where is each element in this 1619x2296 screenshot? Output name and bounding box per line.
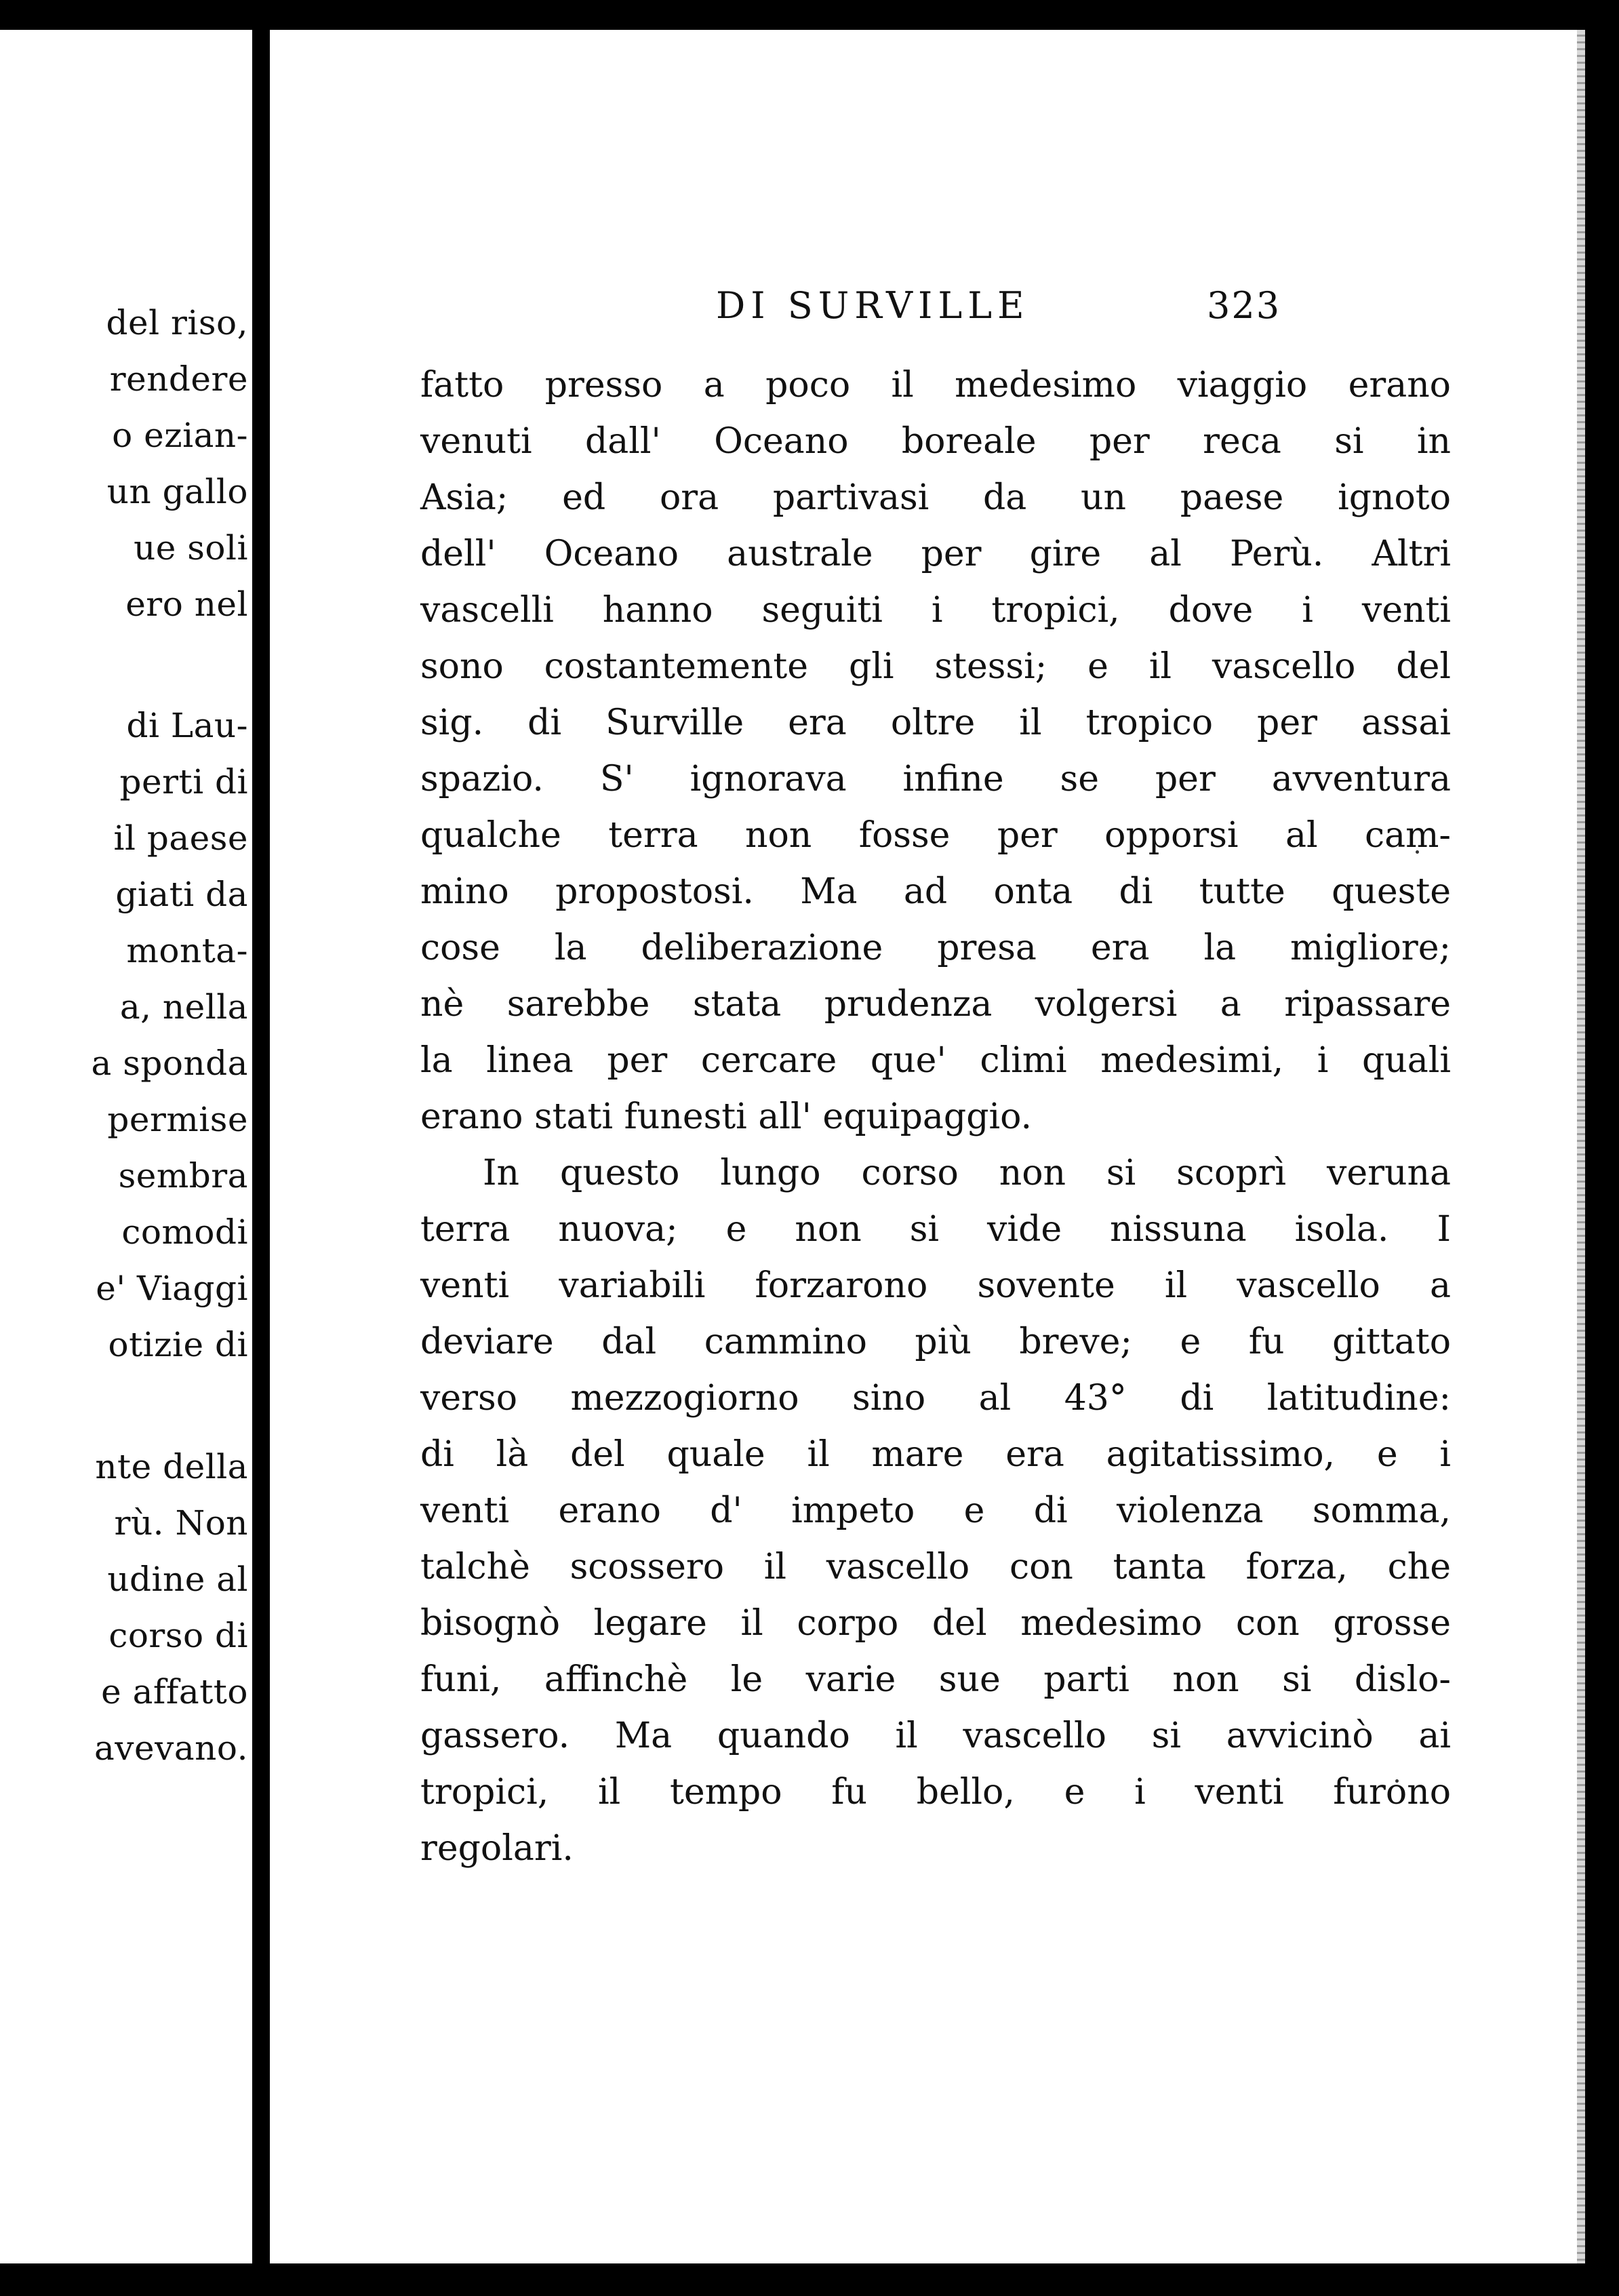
body-line: Asia; ed ora partivasi da un paese ignoto bbox=[420, 477, 1451, 518]
left-page-line: giati da bbox=[115, 875, 248, 914]
left-page-line: di Lau- bbox=[126, 706, 248, 745]
page-edge bbox=[1577, 30, 1585, 2263]
body-line: verso mezzogiorno sino al 43° di latitudine: bbox=[420, 1378, 1451, 1419]
body-line: erano stati funesti all' equipaggio. bbox=[420, 1096, 1033, 1137]
body-line: sig. di Surville era oltre il tropico per assai bbox=[420, 702, 1451, 743]
right-page bbox=[270, 30, 1577, 2263]
page-number: 323 bbox=[1207, 284, 1281, 327]
body-line: In questo lungo corso non si scoprì veruna bbox=[483, 1153, 1451, 1193]
body-line: funi, affinchè le varie sue parti non si dislo- bbox=[420, 1659, 1451, 1700]
body-line: vascelli hanno seguiti i tropici, dove i venti bbox=[420, 590, 1451, 631]
body-line: terra nuova; e non si vide nissuna isola. I bbox=[420, 1209, 1451, 1250]
body-line: bisognò legare il corpo del medesimo con grosse bbox=[420, 1603, 1451, 1644]
body-line: cose la deliberazione presa era la migliore; bbox=[420, 928, 1451, 968]
left-page-line: comodi bbox=[121, 1212, 248, 1252]
left-page-line: e' Viaggi bbox=[96, 1269, 248, 1308]
left-page-line: perti di bbox=[119, 762, 248, 801]
left-page-line: o ezian- bbox=[112, 416, 248, 455]
left-page-line: rù. Non bbox=[114, 1503, 248, 1543]
left-page-fragment bbox=[0, 30, 252, 2263]
body-line: deviare dal cammino più breve; e fu gittato bbox=[420, 1322, 1451, 1362]
body-line: tropici, il tempo fu bello, e i venti furono bbox=[420, 1772, 1451, 1813]
body-line: venti erano d' impeto e di violenza somma, bbox=[420, 1490, 1451, 1531]
body-line: talchè scossero il vascello con tanta forza, che bbox=[420, 1547, 1451, 1587]
left-page-line: ue soli bbox=[134, 528, 248, 568]
left-page-line: corso di bbox=[108, 1616, 248, 1655]
left-page-line: un gallo bbox=[106, 472, 248, 511]
left-page-line: otizie di bbox=[108, 1325, 248, 1364]
left-page-line: udine al bbox=[107, 1560, 248, 1599]
left-page-line: del riso, bbox=[106, 303, 248, 342]
body-line: gassero. Ma quando il vascello si avvicinò ai bbox=[420, 1716, 1451, 1756]
left-page-line: sembra bbox=[118, 1156, 248, 1195]
body-line: fatto presso a poco il medesimo viaggio erano bbox=[420, 365, 1451, 405]
left-page-line: ero nel bbox=[125, 585, 248, 624]
left-page-line: monta- bbox=[126, 931, 248, 970]
running-head: DI SURVILLE bbox=[716, 284, 1030, 327]
left-page-line: nte della bbox=[95, 1447, 248, 1486]
body-line: nè sarebbe stata prudenza volgersi a ripassare bbox=[420, 984, 1451, 1025]
body-line: sono costantemente gli stessi; e il vascello del bbox=[420, 646, 1451, 687]
left-page-line: permise bbox=[107, 1100, 248, 1139]
body-line: mino propostosi. Ma ad onta di tutte queste bbox=[420, 871, 1451, 912]
page-gutter bbox=[252, 0, 270, 2296]
body-line: venuti dall' Oceano boreale per reca si in bbox=[420, 421, 1451, 462]
left-page-line: a sponda bbox=[91, 1044, 248, 1083]
body-line: qualche terra non fosse per opporsi al cam- bbox=[420, 815, 1451, 856]
body-line: di là del quale il mare era agitatissimo, e i bbox=[420, 1434, 1451, 1475]
body-line: venti variabili forzarono sovente il vascello a bbox=[420, 1265, 1451, 1306]
left-page-line: il paese bbox=[113, 818, 248, 858]
scan-border bbox=[1585, 0, 1619, 2296]
left-page-line: a, nella bbox=[119, 987, 248, 1027]
left-page-line: e affatto bbox=[101, 1672, 248, 1711]
body-line: la linea per cercare que' climi medesimi, i quali bbox=[420, 1040, 1451, 1081]
body-line: regolari. bbox=[420, 1828, 574, 1869]
left-page-line: avevano. bbox=[94, 1728, 248, 1768]
body-line: spazio. S' ignorava infine se per avventura bbox=[420, 759, 1451, 799]
left-page-line: rendere bbox=[109, 359, 248, 399]
body-line: dell' Oceano australe per gire al Perù. Altri bbox=[420, 534, 1451, 574]
